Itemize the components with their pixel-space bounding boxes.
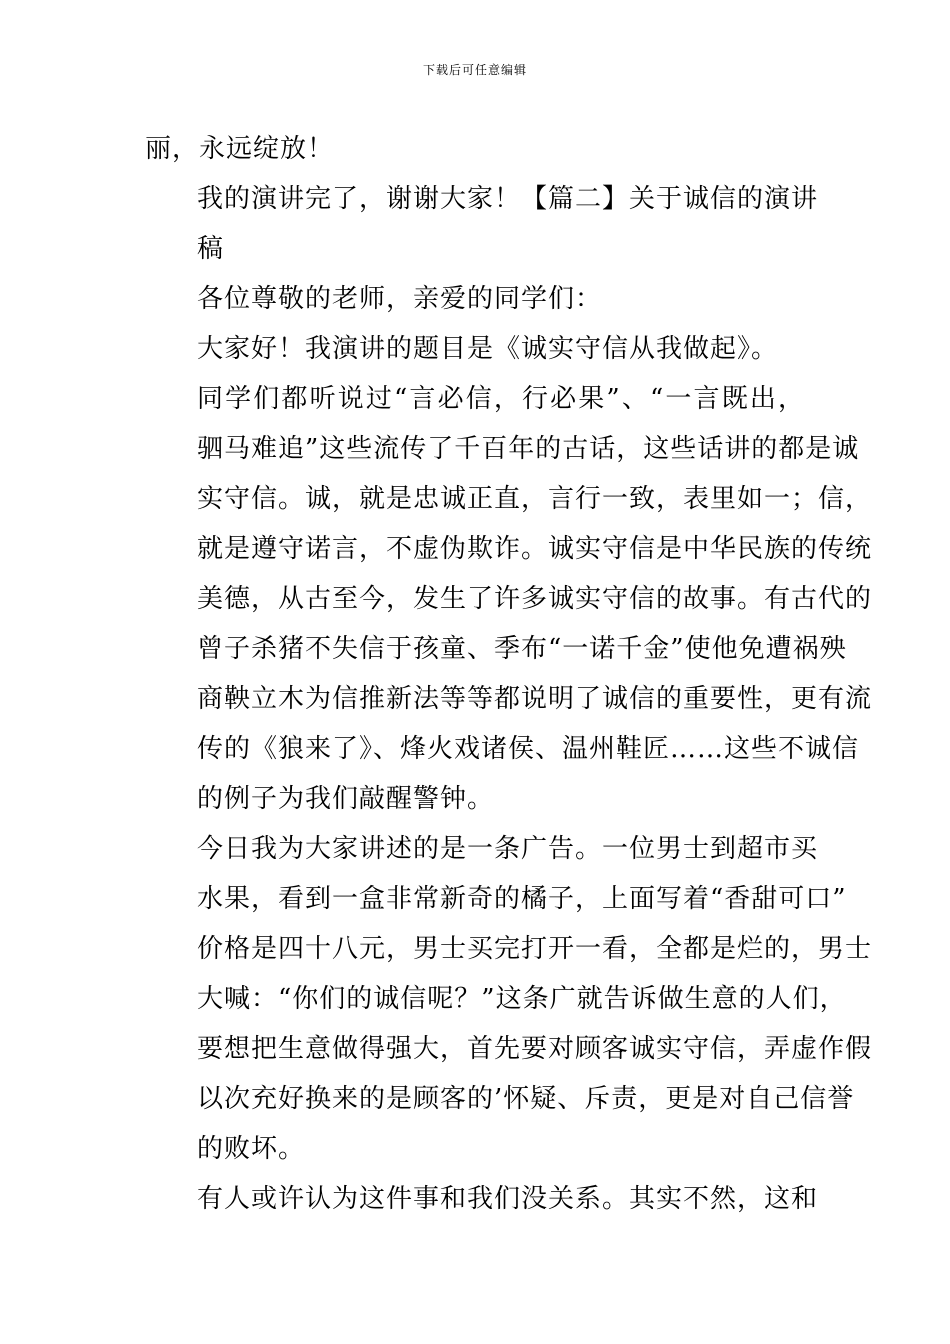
text-line: 要想把生意做得强大，首先要对顾客诚实守信，弄虚作假 [197, 1034, 873, 1064]
text-line: 驷马难追”这些流传了千百年的古话，这些话讲的都是诚 [197, 434, 860, 464]
text-line: 大家好！我演讲的题目是《诚实守信从我做起》。 [197, 334, 779, 364]
text-line: 美德，从古至今，发生了许多诚实守信的故事。有古代的 [197, 584, 873, 614]
text-line: 实守信。诚，就是忠诚正直，言行一致，表里如一；信， [197, 484, 873, 514]
document-body [145, 124, 873, 1224]
text-line: 的例子为我们敲醒警钟。 [197, 784, 495, 814]
text-line: 我的演讲完了，谢谢大家！【篇二】关于诚信的演讲 [197, 184, 819, 214]
text-line: 有人或许认为这件事和我们没关系。其实不然，这和 [197, 1184, 819, 1214]
text-line: 就是遵守诺言，不虚伪欺诈。诚实守信是中华民族的传统 [197, 534, 873, 564]
paragraph [145, 1174, 819, 1224]
text-line: 各位尊敬的老师，亲爱的同学们： [197, 284, 603, 314]
text-line: 稿 [197, 234, 225, 264]
paragraph [145, 274, 805, 324]
paragraph [145, 174, 819, 274]
page-header: 下载后可任意编辑 [422, 63, 527, 77]
text-line: 商鞅立木为信推新法等等都说明了诚信的重要性，更有流 [197, 684, 873, 714]
paragraph [145, 374, 873, 824]
text-line: 今日我为大家讲述的是一条广告。一位男士到超市买 [197, 834, 819, 864]
paragraph [145, 824, 873, 1174]
text-line: 价格是四十八元，男士买完打开一看，全都是烂的，男士 [197, 934, 873, 964]
text-line: 丽，永远绽放！ [145, 134, 335, 164]
text-line: 曾子杀猪不失信于孩童、季布“一诺千金”使他免遭祸殃 [197, 634, 847, 664]
paragraph [145, 324, 805, 374]
text-line: 传的《狼来了》、烽火戏诸侯、温州鞋匠……这些不诚信 [197, 734, 860, 764]
text-line: 水果，看到一盒非常新奇的橘子，上面写着“香甜可口” [197, 884, 847, 914]
text-line: 大喊：“你们的诚信呢？”这条广就告诉做生意的人们， [197, 984, 847, 1014]
paragraph [145, 124, 805, 174]
text-line: 同学们都听说过“言必信，行必果”、“一言既出， [197, 384, 805, 414]
text-line: 以次充好换来的是顾客的’怀疑、斥责，更是对自己信誉 [197, 1084, 855, 1114]
text-line: 的败坏。 [197, 1134, 306, 1164]
